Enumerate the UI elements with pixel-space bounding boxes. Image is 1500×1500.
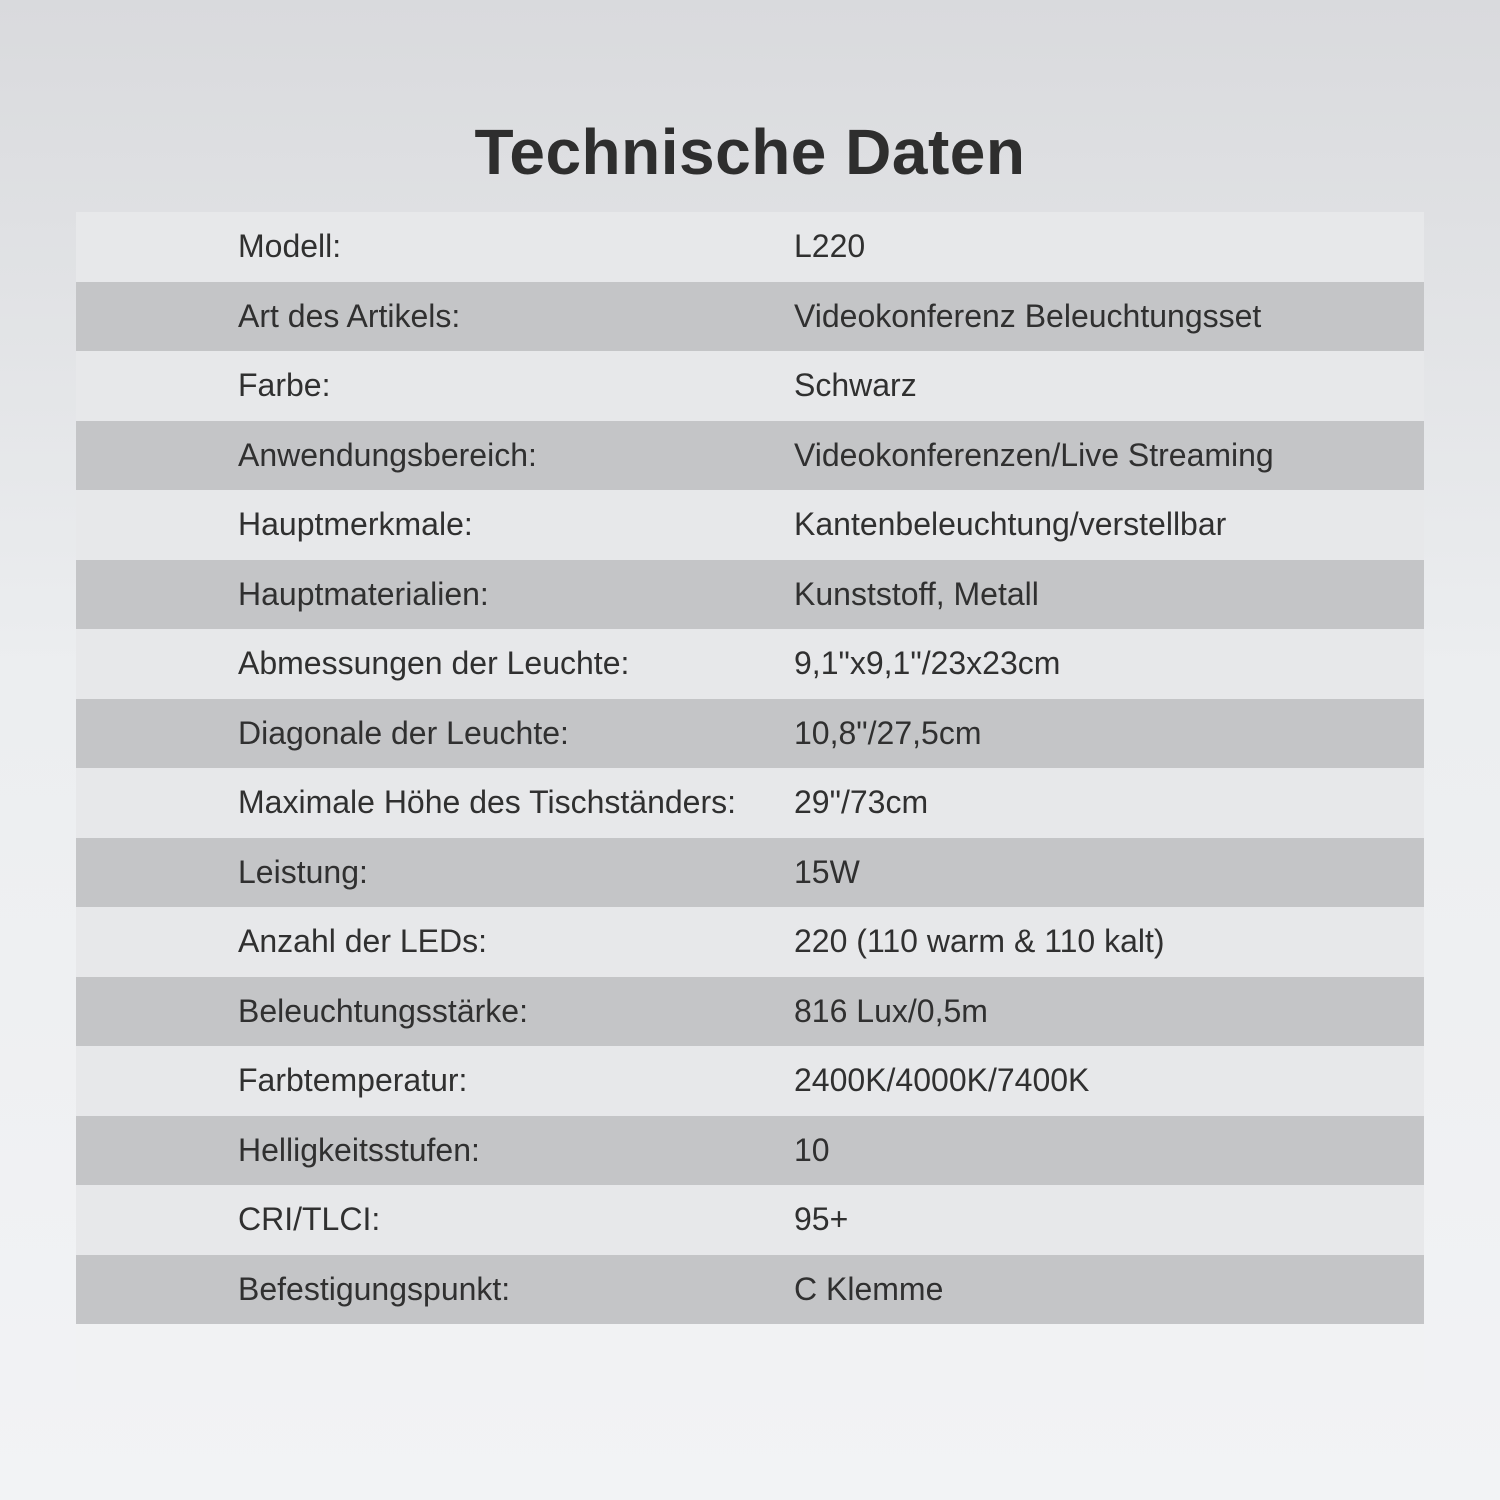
spec-value: Schwarz xyxy=(794,367,917,404)
spec-value: Kunststoff, Metall xyxy=(794,575,1039,612)
spec-value: L220 xyxy=(794,228,866,265)
spec-row xyxy=(76,282,1424,352)
spec-row xyxy=(76,490,1424,560)
spec-value: C Klemme xyxy=(794,1270,944,1307)
spec-label: Befestigungspunkt: xyxy=(238,1270,511,1307)
spec-label: Hauptmerkmale: xyxy=(238,506,473,543)
spec-label: Hauptmaterialien: xyxy=(238,575,489,612)
spec-value: 220 (110 warm & 110 kalt) xyxy=(794,923,1165,960)
spec-row xyxy=(76,768,1424,838)
spec-value: Videokonferenz Beleuchtungsset xyxy=(794,297,1262,334)
spec-row xyxy=(76,1185,1424,1255)
spec-label: Farbe: xyxy=(238,367,331,404)
spec-label: Farbtemperatur: xyxy=(238,1062,468,1099)
spec-label: Abmessungen der Leuchte: xyxy=(238,645,630,682)
spec-value: 10,8"/27,5cm xyxy=(794,714,982,751)
spec-row xyxy=(76,699,1424,769)
spec-label: Anwendungsbereich: xyxy=(238,436,537,473)
spec-value: 2400K/4000K/7400K xyxy=(794,1062,1090,1099)
spec-row xyxy=(76,1116,1424,1186)
spec-row xyxy=(76,351,1424,421)
table-footer-band xyxy=(76,1324,1424,1390)
spec-row xyxy=(76,212,1424,282)
spec-label: CRI/TLCI: xyxy=(238,1201,381,1238)
spec-label: Leistung: xyxy=(238,853,368,890)
spec-row xyxy=(76,1046,1424,1116)
spec-row xyxy=(76,907,1424,977)
spec-value: 816 Lux/0,5m xyxy=(794,992,988,1029)
page-title: Technische Daten xyxy=(474,116,1026,188)
spec-value: 29"/73cm xyxy=(794,784,929,821)
spec-value: 9,1"x9,1"/23x23cm xyxy=(794,645,1061,682)
spec-label: Modell: xyxy=(238,228,342,265)
spec-label: Maximale Höhe des Tischständers: xyxy=(238,784,736,821)
spec-row xyxy=(76,560,1424,630)
spec-value: Videokonferenzen/Live Streaming xyxy=(794,436,1274,473)
spec-value: 95+ xyxy=(794,1201,849,1238)
spec-row xyxy=(76,977,1424,1047)
spec-label: Art des Artikels: xyxy=(238,297,461,334)
spec-row xyxy=(76,421,1424,491)
spec-label: Diagonale der Leuchte: xyxy=(238,714,569,751)
spec-row xyxy=(76,838,1424,908)
spec-value: 10 xyxy=(794,1131,830,1168)
spec-row xyxy=(76,629,1424,699)
spec-label: Beleuchtungsstärke: xyxy=(238,992,528,1029)
spec-value: Kantenbeleuchtung/verstellbar xyxy=(794,506,1227,543)
spec-label: Helligkeitsstufen: xyxy=(238,1131,480,1168)
spec-row xyxy=(76,1255,1424,1325)
spec-table xyxy=(76,212,1424,1324)
spec-label: Anzahl der LEDs: xyxy=(238,923,488,960)
spec-value: 15W xyxy=(794,853,860,890)
